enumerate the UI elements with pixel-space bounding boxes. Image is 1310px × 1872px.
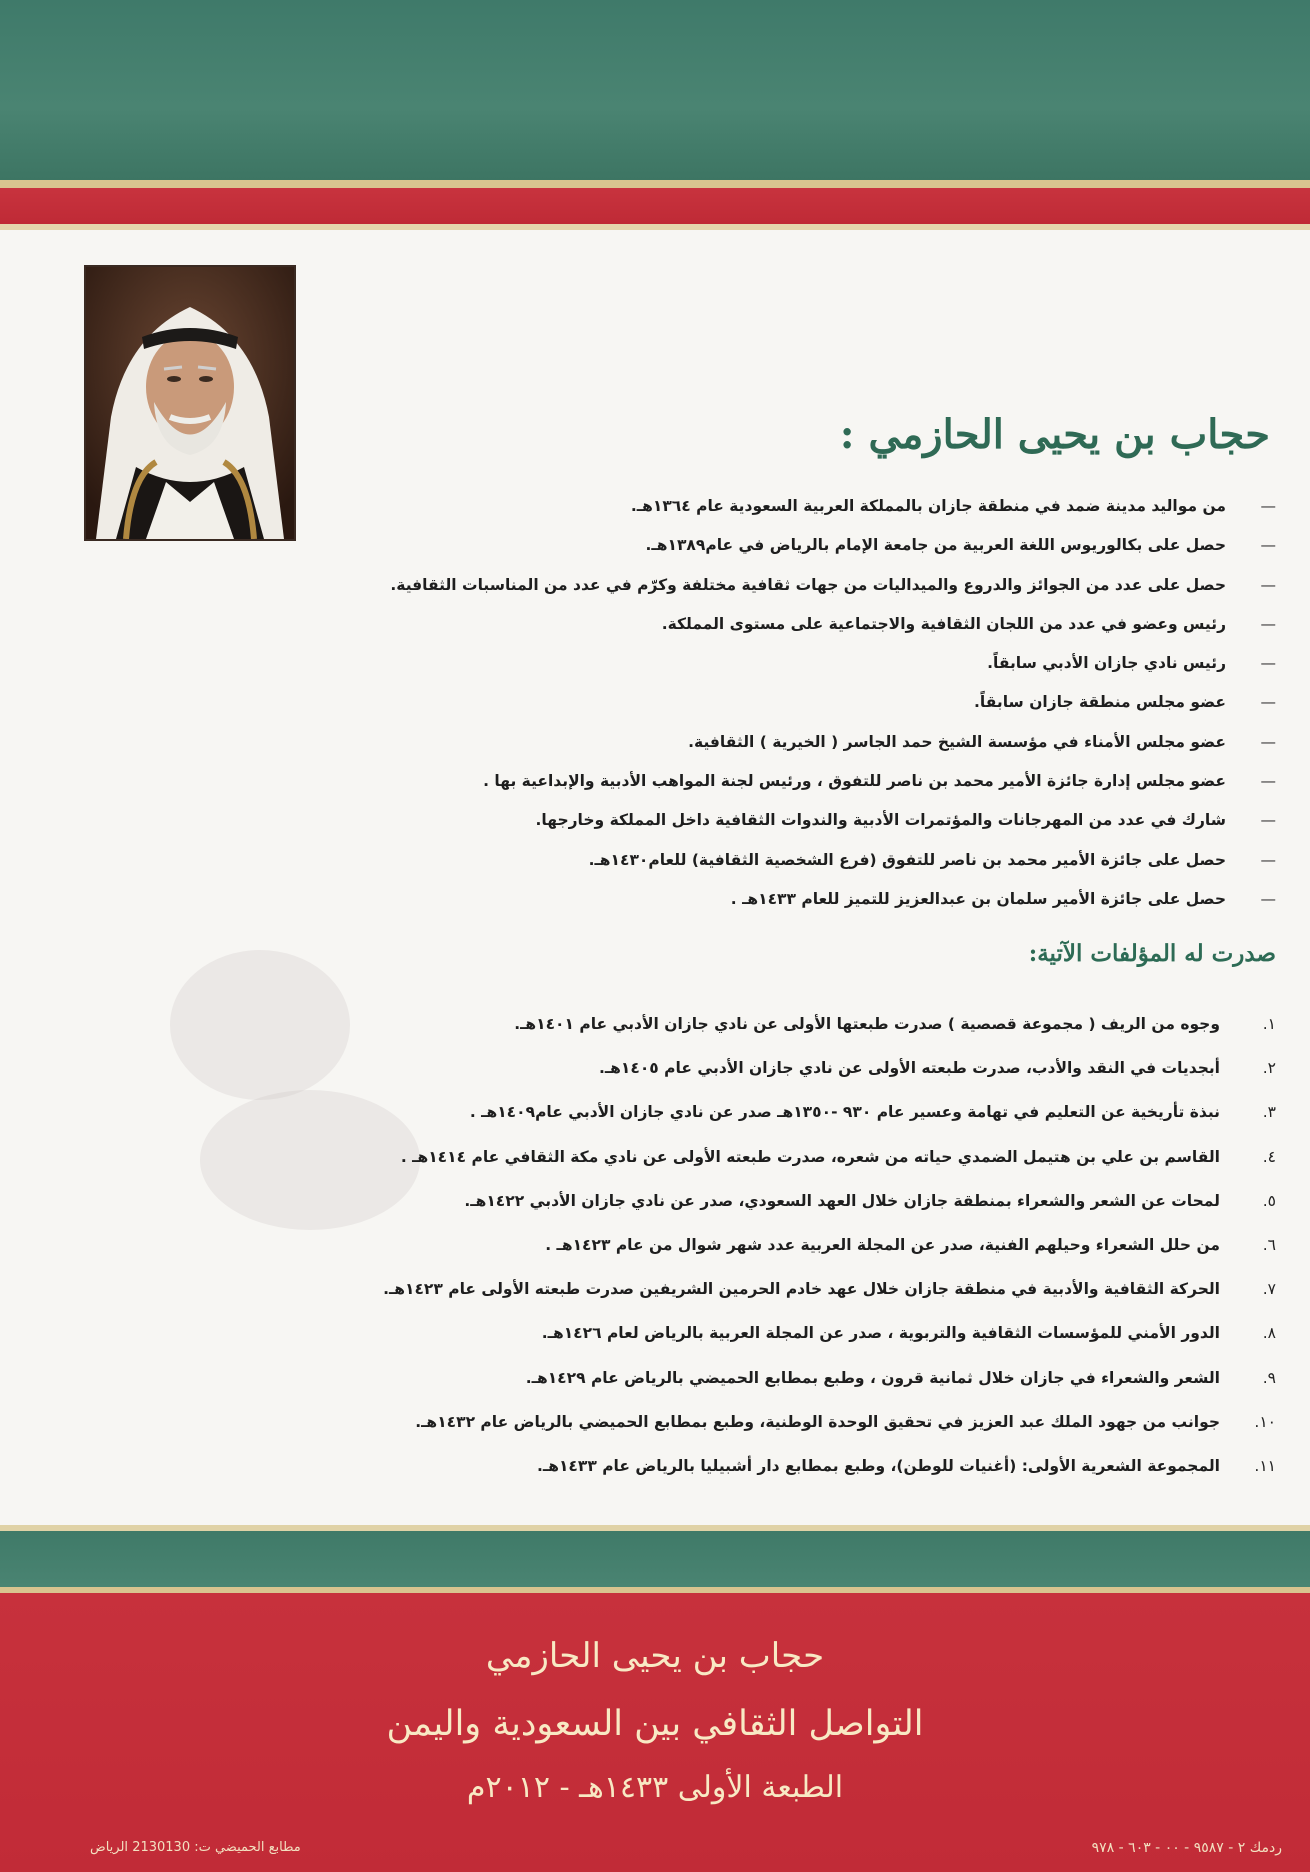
item-number: ٩.: [1262, 1368, 1276, 1387]
work-text: نبذة تأريخية عن التعليم في تهامة وعسير عام ٩٣٠ -١٣٥٠هـ صدر عن نادي جازان الأدبي عام١٤٠٩هـ .: [469, 1103, 1220, 1122]
list-item: [16, 605, 1276, 644]
work-text: الدور الأمني للمؤسسات الثقافية والتربوية ، صدر عن المجلة العربية بالرياض لعام ١٤٢٦هـ.: [541, 1324, 1220, 1343]
item-number: ١٠.: [1254, 1412, 1276, 1431]
dash-marker: —: [1260, 732, 1276, 751]
bio-text: رئيس وعضو في عدد من اللجان الثقافية والاجتماعية على مستوى المملكة.: [661, 614, 1226, 633]
work-text: أبجديات في النقد والأدب، صدرت طبعته الأولى عن نادي جازان الأدبي عام ١٤٠٥هـ.: [598, 1059, 1220, 1078]
bottom-green-band: [0, 1531, 1310, 1587]
footer-book-title: التواصل الثقافي بين السعودية واليمن: [386, 1704, 924, 1744]
list-item: [16, 644, 1276, 683]
list-item: [16, 1090, 1276, 1134]
list-item: [16, 1400, 1276, 1444]
top-green-band: [0, 0, 1310, 180]
work-text: القاسم بن علي بن هتيمل الضمدي حياته من شعره، صدرت طبعته الأولى عن نادي مكة الثقافي عام ١٤١٤هـ .: [400, 1147, 1220, 1166]
printer-label: مطابع الحميضي ت: 2130130 الرياض: [90, 1840, 301, 1855]
isbn-label: ردمك ٢ - ٩٥٨٧ - ٠٠ - ٦٠٣ - ٩٧٨: [1091, 1840, 1282, 1856]
top-red-band: [0, 188, 1310, 224]
dash-marker: —: [1260, 497, 1276, 515]
work-text: الحركة الثقافية والأدبية في منطقة جازان خلال عهد خادم الحرمين الشريفين صدرت طبعته الأولى عام ١٤٢٣هـ.: [383, 1280, 1220, 1299]
bio-text: حصل على بكالوريوس اللغة العربية من جامعة الإمام بالرياض في عام١٣٨٩هـ.: [645, 536, 1226, 555]
dash-marker: —: [1260, 889, 1276, 908]
dash-marker: —: [1260, 614, 1276, 633]
item-number: ١١.: [1254, 1456, 1276, 1475]
dash-marker: —: [1260, 536, 1276, 555]
bio-text: عضو مجلس الأمناء في مؤسسة الشيخ حمد الجاسر ( الخيرية ) الثقافية.: [688, 732, 1226, 751]
list-item: [16, 487, 1276, 526]
item-number: ٤.: [1262, 1147, 1276, 1166]
dash-marker: —: [1260, 850, 1276, 869]
bio-text: شارك في عدد من المهرجانات والمؤتمرات الأدبية والندوات الثقافية داخل المملكة وخارجها.: [535, 811, 1226, 830]
bio-text: عضو مجلس منطقة جازان سابقاً.: [974, 693, 1226, 712]
work-text: من حلل الشعراء وحيلهم الفنية، صدر عن المجلة العربية عدد شهر شوال من عام ١٤٢٣هـ .: [545, 1235, 1220, 1254]
works-heading: صدرت له المؤلفات الآتية:: [1028, 940, 1276, 967]
work-text: لمحات عن الشعر والشعراء بمنطقة جازان خلال العهد السعودي، صدر عن نادي جازان الأدبي ١٤٢٢هـ.: [464, 1191, 1220, 1210]
list-item: [16, 1267, 1276, 1311]
bio-text: حصل على جائزة الأمير محمد بن ناصر للتفوق (فرع الشخصية الثقافية) للعام١٤٣٠هـ.: [588, 850, 1226, 869]
list-item: [16, 841, 1276, 880]
works-list: [16, 1002, 1276, 1488]
work-text: وجوه من الريف ( مجموعة قصصية ) صدرت طبعتها الأولى عن نادي جازان الأدبي عام ١٤٠١هـ.: [514, 1015, 1220, 1033]
list-item: [16, 880, 1276, 919]
footer-author: حجاب بن يحيى الحازمي: [485, 1636, 825, 1676]
list-item: [16, 1046, 1276, 1090]
list-item: [16, 723, 1276, 762]
dash-marker: —: [1260, 654, 1276, 673]
dash-marker: —: [1260, 811, 1276, 830]
item-number: ٥.: [1262, 1191, 1276, 1210]
list-item: [16, 1002, 1276, 1046]
list-item: [16, 683, 1276, 722]
item-number: ٣.: [1262, 1103, 1276, 1122]
dash-marker: —: [1260, 575, 1276, 594]
work-text: الشعر والشعراء في جازان خلال ثمانية قرون ، وطبع بمطابع الحميضي بالرياض عام ١٤٢٩هـ.: [525, 1368, 1220, 1387]
dash-marker: —: [1260, 693, 1276, 712]
list-item: [16, 1444, 1276, 1488]
gold-stripe: [0, 180, 1310, 188]
list-item: [16, 526, 1276, 565]
list-item: [16, 1135, 1276, 1179]
item-number: ٢.: [1262, 1059, 1276, 1078]
list-item: [16, 1223, 1276, 1267]
item-number: ٨.: [1262, 1324, 1276, 1343]
list-item: [16, 566, 1276, 605]
bio-text: حصل على جائزة الأمير سلمان بن عبدالعزيز للتميز للعام ١٤٣٣هـ .: [730, 889, 1226, 908]
work-text: جوانب من جهود الملك عبد العزيز في تحقيق الوحدة الوطنية، وطبع بمطابع الحميضي بالرياض عام ١٤٣٢هـ.: [415, 1412, 1220, 1431]
list-item: [16, 762, 1276, 801]
item-number: ٧.: [1262, 1280, 1276, 1299]
list-item: [16, 1179, 1276, 1223]
work-text: المجموعة الشعرية الأولى: (أغنيات للوطن)، وطبع بمطابع دار أشبيليا بالرياض عام ١٤٣٣هـ.: [537, 1456, 1220, 1475]
item-number: ١.: [1262, 1015, 1276, 1033]
item-number: ٦.: [1262, 1235, 1276, 1254]
bio-text: من مواليد مدينة ضمد في منطقة جازان بالمملكة العربية السعودية عام ١٣٦٤هـ.: [630, 497, 1226, 515]
bio-text: رئيس نادي جازان الأدبي سابقاً.: [987, 654, 1226, 673]
dash-marker: —: [1260, 772, 1276, 791]
footer-edition: الطبعة الأولى ١٤٣٣هـ - ٢٠١٢م: [466, 1770, 844, 1805]
bio-text: عضو مجلس إدارة جائزة الأمير محمد بن ناصر للتفوق ، ورئيس لجنة المواهب الأدبية والإبداعية بها .: [483, 772, 1226, 791]
list-item: [16, 1356, 1276, 1400]
list-item: [16, 1311, 1276, 1355]
bio-text: حصل على عدد من الجوائز والدروع والميداليات من جهات ثقافية مختلفة وكرّم في عدد من المناسبات الثقافية.: [390, 575, 1226, 594]
bio-list: [16, 487, 1276, 919]
list-item: [16, 801, 1276, 840]
author-name-heading: حجاب بن يحيى الحازمي :: [839, 411, 1270, 458]
